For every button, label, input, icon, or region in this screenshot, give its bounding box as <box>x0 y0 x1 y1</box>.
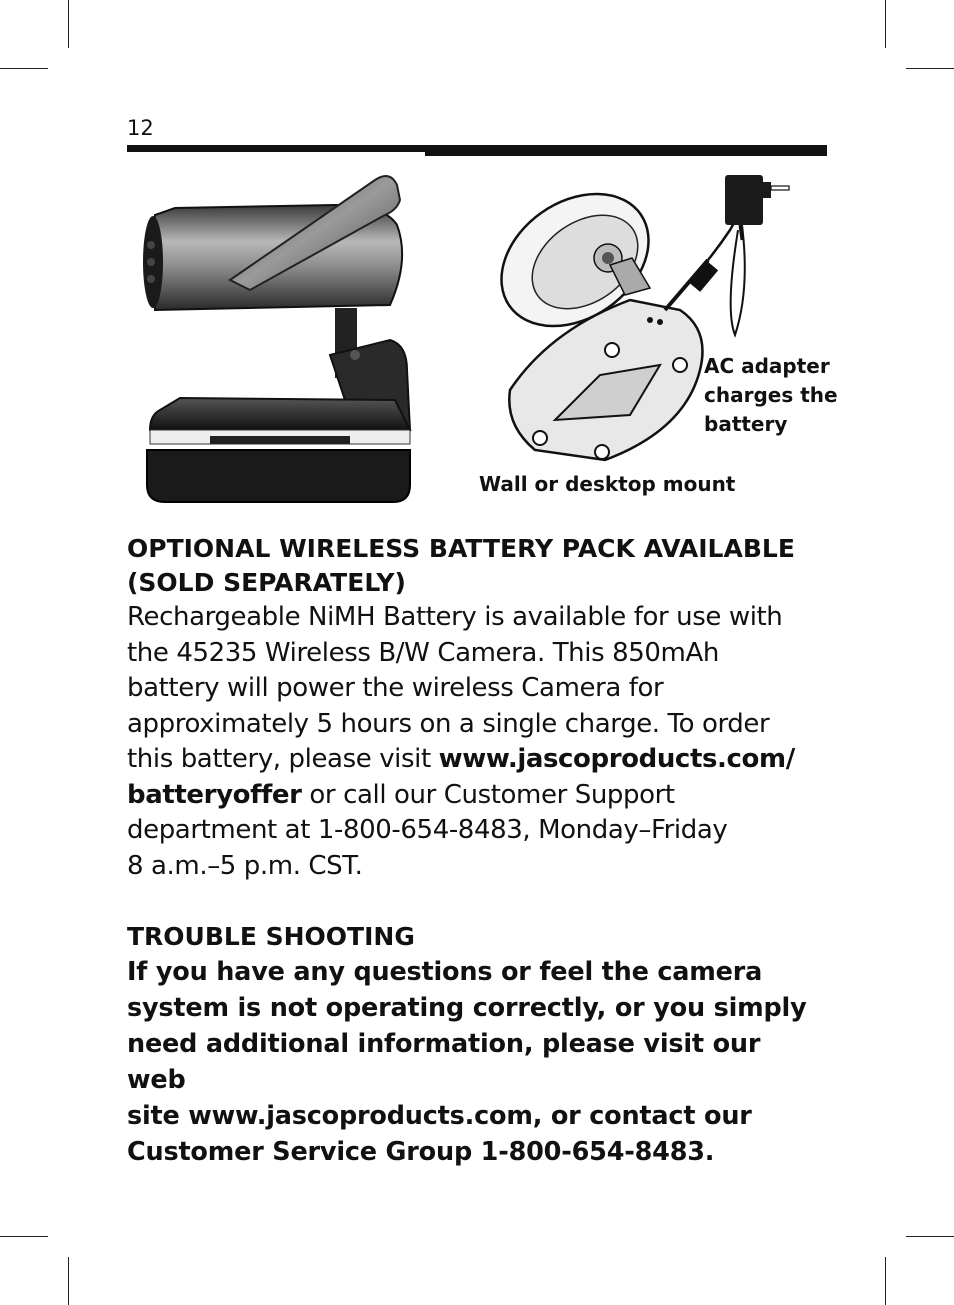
trouble-line: site www.jascoproducts.com, or contact our <box>127 1101 752 1131</box>
body-line: 8 a.m.–5 p.m. CST. <box>127 850 363 881</box>
crop-mark <box>885 0 886 48</box>
header-rule-thick <box>425 145 827 156</box>
trouble-line: If you have any questions or feel the camera <box>127 957 763 987</box>
heading-line: (SOLD SEPARATELY) <box>127 568 406 597</box>
adapter-caption-line: battery <box>704 412 788 436</box>
body-line: the 45235 Wireless B/W Camera. This 850mAh <box>127 637 719 668</box>
body-line: approximately 5 hours on a single charge. To order <box>127 708 770 739</box>
adapter-caption-line: charges the <box>704 383 838 407</box>
body-line: department at 1-800-654-8483, Monday–Friday <box>127 815 728 845</box>
adapter-caption <box>704 352 844 439</box>
trouble-section <box>127 920 827 1170</box>
crop-mark <box>0 68 48 69</box>
crop-mark <box>906 1236 954 1237</box>
crop-mark <box>68 1257 69 1305</box>
crop-mark <box>0 1236 48 1237</box>
body-text-fragment: or call our Customer Support <box>301 779 675 810</box>
page-content <box>127 532 827 1170</box>
battery-section-body <box>127 600 827 884</box>
trouble-section-heading: TROUBLE SHOOTING <box>127 922 415 951</box>
crop-mark <box>885 1257 886 1305</box>
battery-offer-link[interactable]: www.jascoproducts.com/ <box>438 744 795 774</box>
page-number: 12 <box>127 116 154 140</box>
body-line: Rechargeable NiMH Battery is available for use with <box>127 602 783 632</box>
trouble-line: system is not operating correctly, or you simply <box>127 993 807 1023</box>
trouble-section-body <box>127 954 827 1170</box>
crop-mark <box>68 0 69 48</box>
mount-caption: Wall or desktop mount <box>479 472 736 496</box>
body-line <box>127 778 827 814</box>
trouble-line: need additional information, please visit our web <box>127 1029 761 1095</box>
body-line: battery will power the wireless Camera for <box>127 673 664 703</box>
adapter-caption-line: AC adapter <box>704 354 830 378</box>
trouble-line: Customer Service Group 1-800-654-8483. <box>127 1137 715 1167</box>
body-line <box>127 742 827 778</box>
battery-offer-link-continued[interactable]: batteryoffer <box>127 779 302 810</box>
camera-side-illustration <box>135 160 420 510</box>
body-text-fragment: this battery, please visit <box>127 744 439 774</box>
crop-mark <box>906 68 954 69</box>
heading-line: OPTIONAL WIRELESS BATTERY PACK AVAILABLE <box>127 534 795 563</box>
battery-section-heading <box>127 532 827 600</box>
